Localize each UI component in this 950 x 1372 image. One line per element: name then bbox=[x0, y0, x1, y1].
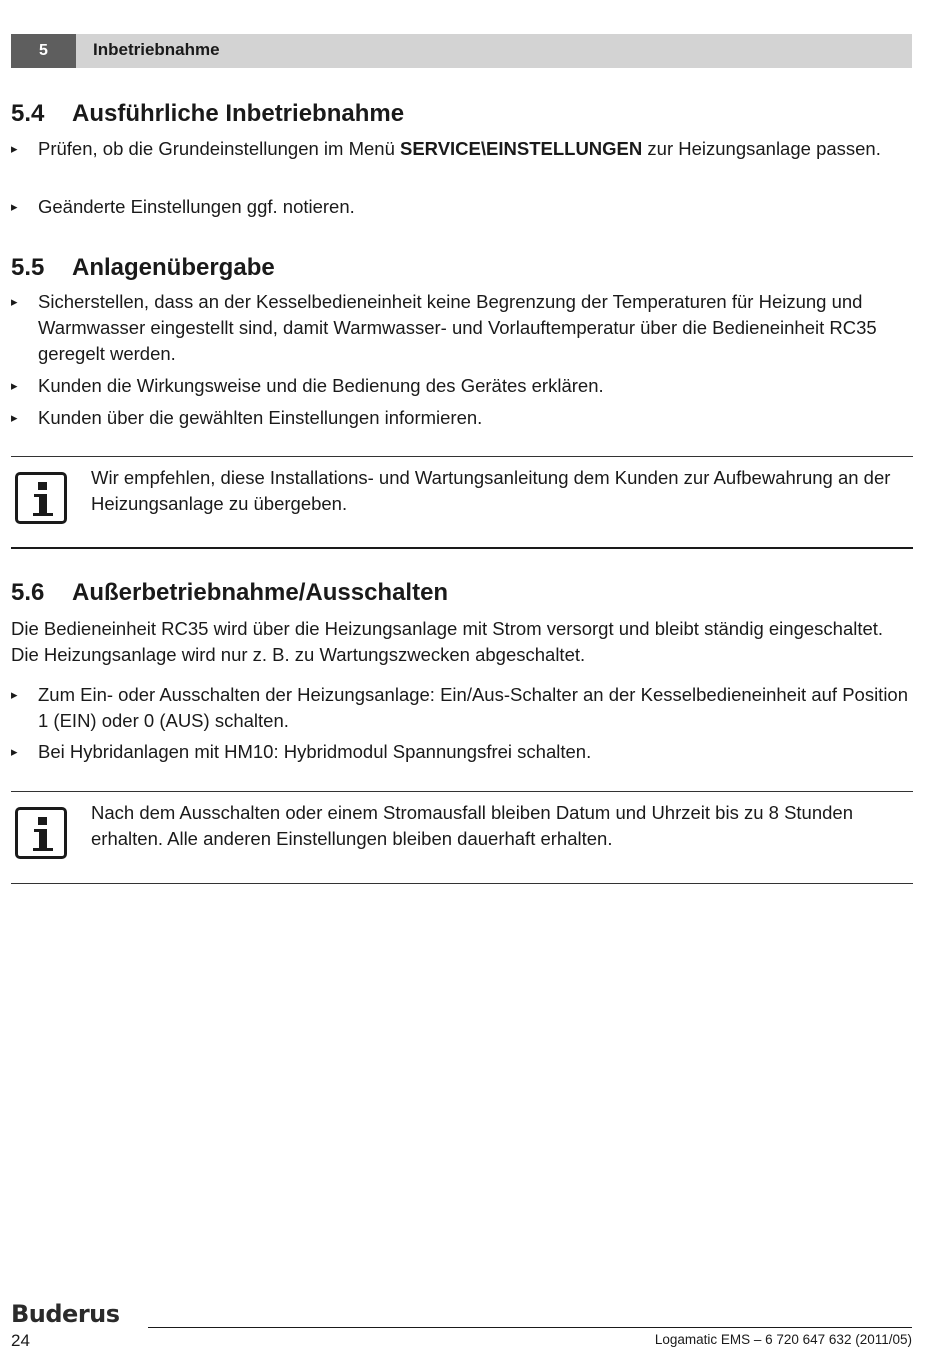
section-number: 5.5 bbox=[11, 254, 45, 281]
list-item-text: Geänderte Einstellungen ggf. notieren. bbox=[38, 196, 355, 217]
bullet-arrow-icon: ▸ bbox=[11, 744, 18, 759]
section-title: Außerbetriebnahme/Ausschalten bbox=[72, 579, 449, 606]
chapter-number: 5 bbox=[11, 34, 76, 68]
list-item bbox=[11, 136, 912, 162]
page-number: 24 bbox=[11, 1331, 30, 1350]
info-note-text: Nach dem Ausschalten oder einem Stromausfall bleiben Datum und Uhrzeit bis zu 8 Stunden erhalten. Alle anderen Einstellungen bleiben dauerhaft erhalten. bbox=[91, 802, 854, 849]
list-item bbox=[11, 739, 912, 765]
list-item bbox=[11, 289, 912, 367]
section-title: Anlagenübergabe bbox=[72, 254, 275, 281]
info-icon bbox=[15, 472, 67, 524]
note-divider-top bbox=[11, 791, 913, 792]
bullet-arrow-icon: ▸ bbox=[11, 294, 18, 309]
bullet-arrow-icon: ▸ bbox=[11, 141, 18, 156]
info-icon bbox=[15, 807, 67, 859]
bullet-arrow-icon: ▸ bbox=[11, 378, 18, 393]
list-item-text: Zum Ein- oder Ausschalten der Heizungsanlage: Ein/Aus-Schalter an der Kesselbedieneinheit auf Position 1 (EIN) oder 0 (AUS) schalten. bbox=[38, 684, 909, 731]
list-item-text: Prüfen, ob die Grundeinstellungen im Menü SERVICE\EINSTELLUNGEN zur Heizungsanlage passen. bbox=[38, 138, 881, 159]
list-item-text: Sicherstellen, dass an der Kesselbedieneinheit keine Begrenzung der Temperaturen für Heizung und Warmwasser eingestellt sind, damit Warmwasser- und Vorlauftemperatur über die Bedieneinheit RC35 geregelt werden. bbox=[38, 291, 877, 364]
info-note-text: Wir empfehlen, diese Installations- und Wartungsanleitung dem Kunden zur Aufbewahrung an der Heizungsanlage zu übergeben. bbox=[91, 467, 891, 514]
chapter-header-bar bbox=[11, 34, 912, 68]
bullet-arrow-icon: ▸ bbox=[11, 687, 18, 702]
bullet-arrow-icon: ▸ bbox=[11, 410, 18, 425]
footer-divider bbox=[148, 1327, 912, 1328]
list-item bbox=[11, 405, 912, 431]
bullet-arrow-icon: ▸ bbox=[11, 199, 18, 214]
section-heading-5-5 bbox=[11, 253, 275, 283]
chapter-title: Inbetriebnahme bbox=[93, 40, 220, 59]
section-heading-5-6 bbox=[11, 578, 448, 608]
note-divider-top bbox=[11, 456, 913, 457]
section-title: Ausführliche Inbetriebnahme bbox=[72, 100, 405, 127]
section-intro: Die Bedieneinheit RC35 wird über die Heizungsanlage mit Strom versorgt und bleibt ständig eingeschaltet. Die Heizungsanlage wird nur z. B. zu Wartungszwecken abgeschaltet. bbox=[11, 618, 884, 665]
section-heading-5-4 bbox=[11, 99, 404, 129]
list-item bbox=[11, 373, 912, 399]
note-divider-bottom bbox=[11, 547, 913, 549]
list-item bbox=[11, 194, 912, 220]
menu-path: SERVICE\EINSTELLUNGEN bbox=[400, 138, 643, 159]
buderus-logo: Buderus bbox=[11, 1300, 120, 1328]
list-item bbox=[11, 682, 912, 734]
list-item-text: Kunden die Wirkungsweise und die Bedienung des Gerätes erklären. bbox=[38, 375, 604, 396]
section-number: 5.4 bbox=[11, 100, 45, 127]
note-divider-bottom bbox=[11, 883, 913, 884]
section-number: 5.6 bbox=[11, 579, 45, 606]
list-item-text: Kunden über die gewählten Einstellungen informieren. bbox=[38, 407, 483, 428]
list-item-text: Bei Hybridanlagen mit HM10: Hybridmodul Spannungsfrei schalten. bbox=[38, 741, 592, 762]
document-reference: Logamatic EMS – 6 720 647 632 (2011/05) bbox=[654, 1332, 912, 1347]
